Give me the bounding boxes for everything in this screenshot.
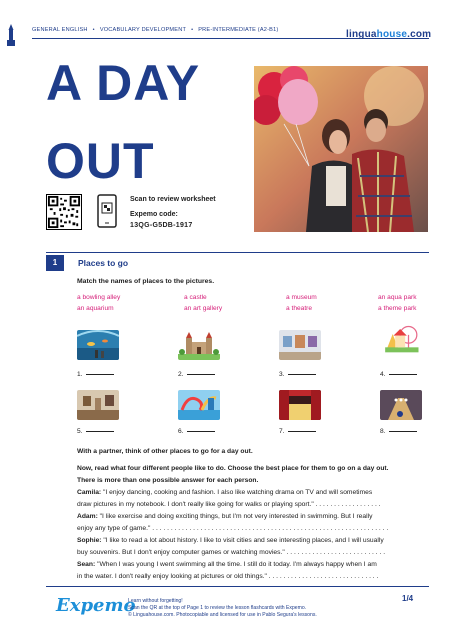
- breadcrumb-grade: PRE-INTERMEDIATE (A2-B1): [198, 27, 279, 33]
- word-theatre: a theatre: [286, 305, 313, 312]
- word-aquarium: an aquarium: [77, 305, 114, 312]
- partner-instruction: With a partner, think of other places to go for a day out.: [77, 448, 253, 455]
- adam-text-1: "I like exercise and doing exciting things, but I'm not very interested in swimming. But I really: [97, 513, 373, 520]
- theme-park-picture: [380, 324, 422, 354]
- word-aqua-park: an aqua park: [378, 294, 417, 301]
- answer-6-number: 6.: [178, 428, 184, 435]
- answer-6[interactable]: [178, 428, 215, 435]
- sophie-text-1: "I like to read a lot about history. I like to visit cities and see interesting places, and I will usually: [101, 537, 384, 544]
- answer-7[interactable]: [279, 428, 316, 435]
- answer-4-number: 4.: [380, 371, 386, 378]
- camila-line-1: [77, 487, 429, 499]
- camila-text-1: "I enjoy dancing, cooking and fashion. I also like watching drama on TV and will sometimes: [101, 489, 373, 496]
- task-instruction-2: There is more than one possible answer for each person.: [77, 477, 259, 484]
- page-title-line-1: A DAY: [46, 55, 201, 111]
- answer-8[interactable]: [380, 428, 417, 435]
- answer-3[interactable]: [279, 371, 316, 378]
- museum-picture: [77, 390, 119, 420]
- adam-name: Adam:: [77, 513, 98, 520]
- section-divider: [46, 252, 429, 253]
- phone-scan-icon: [92, 193, 122, 229]
- task-instruction-1: Now, read what four different people like to do. Choose the best place for them to go on a day out.: [77, 465, 389, 472]
- exercise-instruction: Match the names of places to the pictures.: [77, 278, 215, 285]
- aqua-park-picture: [178, 390, 220, 420]
- answer-7-number: 7.: [279, 428, 285, 435]
- answer-5-number: 5.: [77, 428, 83, 435]
- footer-tagline: Learn without forgetting!: [128, 598, 183, 604]
- expemo-code: 13QG-G5DB-1917: [130, 222, 193, 229]
- answer-2[interactable]: [178, 371, 215, 378]
- sean-name: Sean:: [77, 561, 96, 568]
- footer-scan-note: Scan the QR at the top of Page 1 to review the lesson flashcards with Expemo.: [128, 605, 307, 611]
- footer-divider: [46, 586, 429, 587]
- adam-line-2[interactable]: enjoy any type of game." . . . . . . . . . . . . . . . . . . . . . . . . . . . . . . . . . . . . . . . . . . . . . . . . . . . . . . . . . . . . . . . .: [77, 525, 389, 532]
- brand-main: lingua: [346, 29, 377, 40]
- word-art-gallery: an art gallery: [184, 305, 223, 312]
- expemo-code-label: Expemo code:: [130, 211, 178, 218]
- page-title-line-2: OUT: [46, 133, 155, 189]
- bowling-alley-picture: [380, 390, 422, 420]
- breadcrumb-level: GENERAL ENGLISH: [32, 27, 88, 33]
- word-castle: a castle: [184, 294, 207, 301]
- word-theme-park: a theme park: [378, 305, 417, 312]
- adam-line-1: [77, 511, 429, 523]
- tower-logo-icon: [6, 24, 16, 46]
- scan-label: Scan to review worksheet: [130, 196, 216, 203]
- page-header: [0, 0, 474, 46]
- sean-text-1: "When I was young I went swimming all the time. I still do it today. I'm always happy when I am: [95, 561, 377, 568]
- brand-tail: .com: [407, 29, 432, 40]
- section-number: 1: [46, 255, 64, 271]
- sophie-line-2[interactable]: buy souvenirs. But I don't enjoy computer games or watching movies." . . . . . . . . . . . . . . . . . . . . . . . . . . .: [77, 549, 386, 556]
- breadcrumb-skill: VOCABULARY DEVELOPMENT: [99, 27, 187, 33]
- footer-copyright: © Linguahouse.com. Photocopiable and licensed for use in Pablo Segura's lessons.: [128, 612, 317, 618]
- castle-picture: [178, 330, 220, 360]
- answer-1[interactable]: [77, 371, 114, 378]
- sophie-name: Sophie:: [77, 537, 102, 544]
- answer-4[interactable]: [380, 371, 417, 378]
- page-number: 1/4: [402, 594, 414, 603]
- aquarium-picture: [77, 330, 119, 360]
- answer-2-number: 2.: [178, 371, 184, 378]
- sean-line-1: [77, 559, 429, 571]
- theatre-picture: [279, 390, 321, 420]
- art-gallery-picture: [279, 330, 321, 360]
- section-title: Places to go: [78, 258, 129, 268]
- camila-line-2[interactable]: draw pictures in my notebook. I don't really like going for walks or playing sport." . . . . . . . . . . . . . . . . . .: [77, 501, 381, 508]
- sean-line-2[interactable]: in the water. I don't really enjoy looking at pictures or old things." . . . . . . . . . . . . . . . . . . . . . . . . . . . . . .: [77, 573, 379, 580]
- answer-3-number: 3.: [279, 371, 285, 378]
- camila-name: Camila:: [77, 489, 102, 496]
- expemo-logo: Expemo: [56, 595, 136, 616]
- sophie-line-1: [77, 535, 429, 547]
- qr-code-icon[interactable]: [46, 194, 82, 230]
- answer-8-number: 8.: [380, 428, 386, 435]
- couple-balloons-photo: [254, 66, 428, 232]
- brand-link[interactable]: [346, 29, 431, 40]
- answer-1-number: 1.: [77, 371, 83, 378]
- word-museum: a museum: [286, 294, 317, 301]
- word-bowling-alley: a bowling alley: [77, 294, 121, 301]
- breadcrumb: GENERAL ENGLISH • VOCABULARY DEVELOPMENT • PRE-INTERMEDIATE (A2-B1): [32, 27, 279, 33]
- answer-5[interactable]: [77, 428, 114, 435]
- brand-accent: house: [376, 29, 408, 40]
